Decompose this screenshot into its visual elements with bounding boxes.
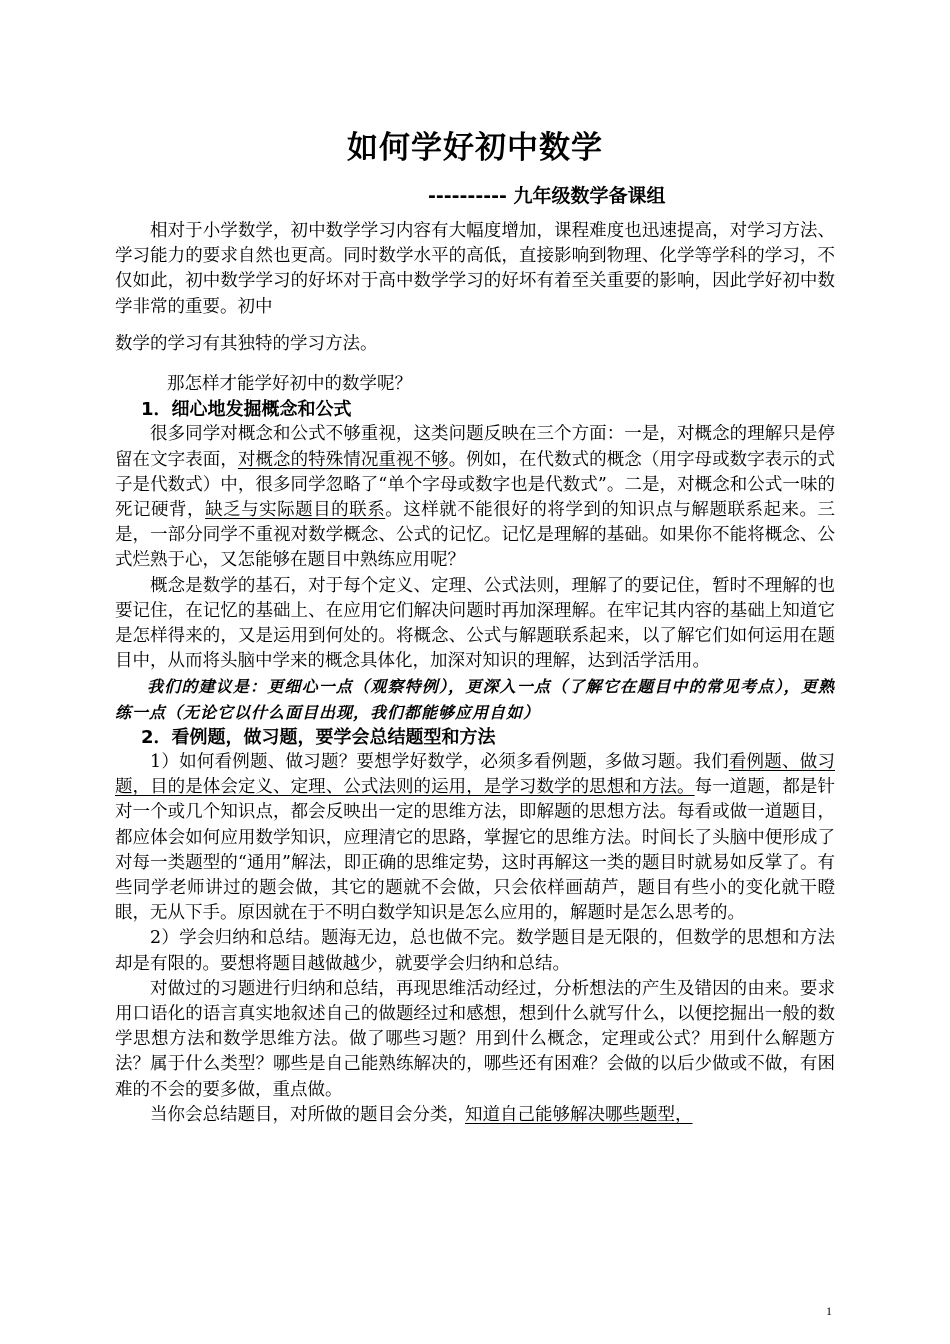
underlined-phrase: 知道自己能够解决哪些题型， (465, 1104, 693, 1125)
text-run: 。例如，在代数式的概念（用字母或数字表示的式子是代数式）中，很多同学忽略了“单个字母或数字也是代数式”。二是，对概念和公式一味的死记硬背， (115, 449, 835, 521)
intro-block (115, 219, 835, 320)
underlined-phrase: 对概念的特殊情况重视不够 (237, 449, 449, 470)
text-run: 1）如何看例题、做习题？要想学好数学，必须多看例题，多做习题。我们 (150, 752, 729, 773)
underlined-phrase: 看例题、做习题，目的是体会定义、定理、公式法则的运用，是学习数学的思想和方法。 (115, 752, 835, 798)
text-run: 每一道题，都是针对一个或几个知识点，都会反映出一定的思维方法，即解题的思想方法。每看或做一道题目，都应体会如何应用数学知识，应理清它的思路，掌握它的思维方法。时间长了头脑中便形成了对每一类题型的“通用”解法，即正确的思维定势，这时再解这一类的题目时就易如反掌了。有些同学老师讲过的题会做，其它的题就不会做，只会依样画葫芦，题目有些小的变化就干瞪眼，无从下手。原因就在于不明白数学知识是怎么应用的，解题时是怎么思考的。 (115, 777, 835, 924)
main-content (115, 372, 835, 1128)
question-line: 那怎样才能学好初中的数学呢？ (167, 374, 412, 394)
section-1-suggestion: 我们的建议是：更细心一点（观察特例），更深入一点（了解它在题目中的常见考点），更熟练一点（无论它以什么面目出现，我们都能够应用自如） (115, 677, 835, 722)
underlined-phrase: 缺乏与实际题目的联系 (205, 500, 386, 521)
section-1-paragraph-2: 概念是数学的基石，对于每个定义、定理、公式法则，理解了的要记住，暂时不理解的也要记住，在记忆的基础上、在应用它们解决问题时再加深理解。在牢记其内容的基础上知道它是怎样得来的，又是运用到何处的。将概念、公式与解题联系起来，以了解它们如何运用在题目中，从而将头脑中学来的概念具体化，加深对知识的理解，达到活学活用。 (115, 575, 835, 672)
intro-paragraph-tail: 数学的学习有其独特的学习方法。 (115, 334, 378, 354)
section-1-heading: 1．细心地发掘概念和公式 (141, 399, 352, 421)
text-run: 当你会总结题目，对所做的题目会分类， (150, 1104, 465, 1125)
section-2-paragraph-3: 对做过的习题进行归纳和总结，再现思维活动经过，分析想法的产生及错因的由来。要求用口语化的语言真实地叙述自己的做题经过和感想，想到什么就写什么，以便挖掘出一般的数学思想方法和数学思维方法。做了哪些习题？用到什么概念，定理或公式？用到什么解题方法？属于什么类型？哪些是自己能熟练解决的，哪些还有困难？会做的以后少做或不做，有困难的不会的要多做，重点做。 (115, 978, 835, 1100)
section-2-paragraph-2: 2）学会归纳和总结。题海无边，总也做不完。数学题目是无限的，但数学的思想和方法却是有限的。要想将题目越做越少，就要学会归纳和总结。 (115, 928, 835, 974)
intro-tail-block (115, 332, 835, 357)
section-2-paragraph-4 (115, 1103, 835, 1128)
document-subtitle: ---------- 九年级数学备课组 (428, 185, 666, 207)
intro-paragraph: 相对于小学数学，初中数学学习内容有大幅度增加，课程难度也迅速提高，对学习方法、学习能力的要求自然也更高。同时数学水平的高低，直接影响到物理、化学等学科的学习，不仅如此，初中数学学习的好坏对于高中数学学习的好坏有着至关重要的影响，因此学好初中数学非常的重要。初中 (115, 221, 835, 317)
section-2-heading: 2．看例题，做习题，要学会总结题型和方法 (141, 726, 496, 748)
text-run: 。这样就不能很好的将学到的知识点与解题联系起来。三是，一部分同学不重视对数学概念、公式的记忆。记忆是理解的基础。如果你不能将概念、公式烂熟于心，又怎能够在题目中熟练应用呢？ (115, 500, 836, 571)
document-title: 如何学好初中数学 (347, 130, 603, 166)
text-run: 很多同学对概念和公式不够重视，这类问题反映在三个方面：一是，对概念的理解只是停留在文字表面， (115, 424, 835, 470)
section-2-paragraph-1 (115, 750, 835, 926)
section-1-paragraph-1 (115, 422, 835, 573)
page-number: 1 (826, 1304, 832, 1318)
